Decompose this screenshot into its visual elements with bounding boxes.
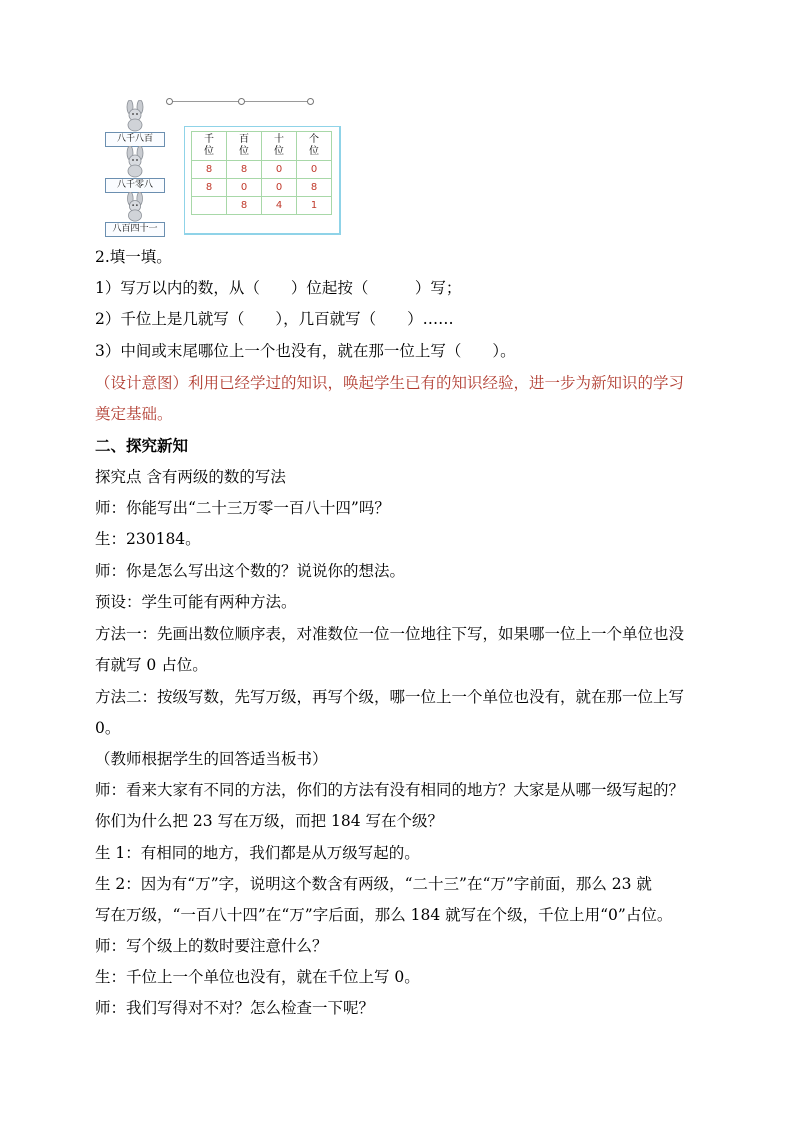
table-cell: 8 [192, 161, 227, 179]
header-hundreds: 百 位 [227, 132, 262, 161]
place-value-figure [104, 96, 340, 236]
place-value-frame [184, 126, 341, 235]
teacher-note: （教师根据学生的回答适当板书） [95, 750, 328, 768]
table-cell: 4 [262, 197, 297, 215]
selection-handle [166, 98, 173, 105]
bunny-label: 八百四十一 [105, 222, 165, 237]
rabbit-icon [121, 146, 149, 178]
table-cell: 0 [262, 179, 297, 197]
dialogue-line-cont: 写在万级，“一百八十四”在“万”字后面，那么 184 就写在个级，千位上用“0”占位。 [95, 906, 673, 924]
method-two-text-cont: 0。 [95, 719, 121, 737]
method-one-text-cont: 有就写 0 占位。 [95, 656, 208, 674]
table-cell: 1 [297, 197, 332, 215]
rabbit-icon [121, 100, 149, 132]
table-header-row [192, 132, 332, 161]
design-intent-text: （设计意图）利用已经学过的知识，唤起学生已有的知识经验，进一步为新知识的学习 [95, 374, 685, 392]
table-cell: 0 [227, 179, 262, 197]
table-cell: 0 [262, 161, 297, 179]
rabbit-icon [121, 192, 149, 222]
table-row [192, 197, 332, 215]
selection-handle [238, 98, 245, 105]
explore-point-title: 探究点 含有两级的数的写法 [95, 468, 286, 486]
bunny-label: 八千零八 [105, 178, 165, 193]
dialogue-line: 生 1：有相同的地方，我们都是从万级写起的。 [95, 844, 420, 862]
bunny-label: 八千八百 [105, 132, 165, 147]
table-cell: 8 [227, 197, 262, 215]
dialogue-line: 师：写个级上的数时要注意什么？ [95, 937, 328, 955]
table-cell [192, 197, 227, 215]
method-one-text: 方法一：先画出数位顺序表，对准数位一位一位地往下写，如果哪一位上一个单位也没 [95, 625, 685, 643]
table-cell: 8 [227, 161, 262, 179]
table-row [192, 161, 332, 179]
bunny-card-1 [104, 100, 166, 147]
table-row [192, 179, 332, 197]
table-cell: 8 [192, 179, 227, 197]
bunny-card-3 [104, 192, 166, 237]
dialogue-line: 预设：学生可能有两种方法。 [95, 593, 297, 611]
design-intent-text-cont: 奠定基础。 [95, 405, 173, 423]
section-heading: 二、探究新知 [95, 436, 189, 455]
fill-blank-item-2: 2）千位上是几就写（ ），几百就写（ ）…… [95, 310, 454, 328]
exercise-heading: 2.填一填。 [95, 248, 172, 266]
fill-blank-item-1: 1）写万以内的数，从（ ）位起按（ ）写； [95, 279, 462, 297]
selection-handle [307, 98, 314, 105]
dialogue-line: 师：你是怎么写出这个数的？说说你的想法。 [95, 562, 406, 580]
fill-blank-item-3: 3）中间或末尾哪位上一个也没有，就在那一位上写（ ）。 [95, 342, 516, 360]
dialogue-line: 生：千位上一个单位也没有，就在千位上写 0。 [95, 968, 420, 986]
dialogue-line-cont: 你们为什么把 23 写在万级，而把 184 写在个级？ [95, 812, 444, 830]
header-ones: 个 位 [297, 132, 332, 161]
method-two-text: 方法二：按级写数，先写万级，再写个级，哪一位上一个单位也没有，就在那一位上写 [95, 688, 685, 706]
dialogue-line: 生 2：因为有“万”字，说明这个数含有两级，“二十三”在“万”字前面，那么 23 就 [95, 875, 652, 893]
dialogue-line: 生：230184。 [95, 530, 201, 548]
table-cell: 8 [297, 179, 332, 197]
bunny-card-2 [104, 146, 166, 193]
dialogue-line: 师：我们写得对不对？怎么检查一下呢？ [95, 999, 375, 1017]
header-tens: 十 位 [262, 132, 297, 161]
place-value-table [191, 131, 332, 215]
header-thousands: 千 位 [192, 132, 227, 161]
table-cell: 0 [297, 161, 332, 179]
dialogue-line: 师：看来大家有不同的方法，你们的方法有没有相同的地方？大家是从哪一级写起的？ [95, 781, 685, 799]
dialogue-line: 师：你能写出“二十三万零一百八十四”吗？ [95, 499, 390, 517]
